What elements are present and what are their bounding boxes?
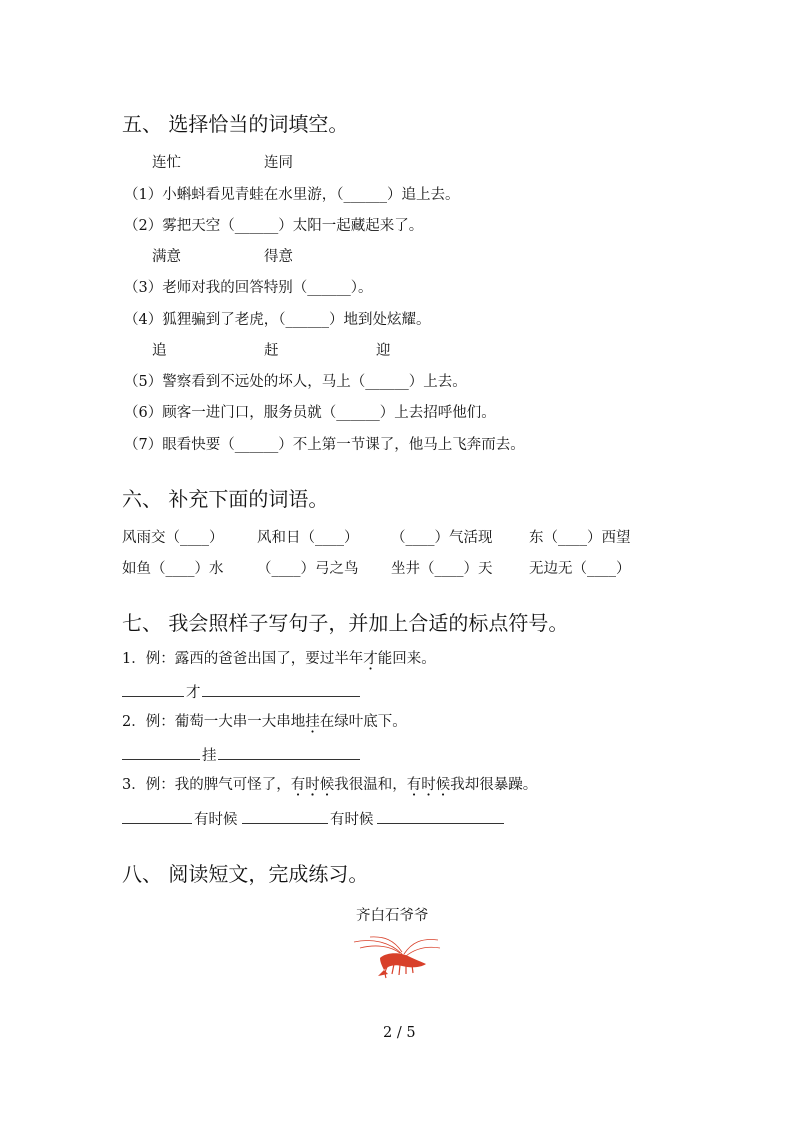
fill-keyword-3a: 有时候 xyxy=(194,812,238,828)
story-title: 齐白石爷爷 xyxy=(356,908,429,924)
idiom-6: （____）弓之鸟 xyxy=(257,561,359,577)
word-choice-7: 迎 xyxy=(376,343,391,359)
example-2-text-end: 在绿叶底下。 xyxy=(319,714,407,730)
section-7-title: 七、 我会照样子写句子，并加上合适的标点符号。 xyxy=(122,611,569,635)
word-choice-3: 满意 xyxy=(152,249,181,265)
answer-line[interactable] xyxy=(242,823,328,824)
question-2: （2）雾把天空（______）太阳一起藏起来了。 xyxy=(124,218,424,234)
idiom-2: 风和日（____） xyxy=(257,530,359,546)
word-choice-6: 赶 xyxy=(264,343,279,359)
idiom-4: 东（____）西望 xyxy=(529,530,631,546)
word-choice-5: 追 xyxy=(152,343,167,359)
question-3: （3）老师对我的回答特别（______）。 xyxy=(124,280,373,296)
section-5-title: 五、 选择恰当的词填空。 xyxy=(122,112,349,136)
example-1-keyword: 才 xyxy=(363,651,378,667)
example-2-keyword: 挂 xyxy=(305,714,320,730)
question-1: （1）小蝌蚪看见青蛙在水里游，（______）追上去。 xyxy=(124,187,460,203)
idiom-8: 无边无（____） xyxy=(529,561,631,577)
example-3-text-end: 我却很暴躁。 xyxy=(450,777,538,793)
question-4: （4）狐狸骗到了老虎，（______）地到处炫耀。 xyxy=(124,312,431,328)
shrimp-illustration xyxy=(350,934,442,980)
example-3-text: 3．例：我的脾气可怪了， xyxy=(122,777,291,793)
word-choice-2: 连同 xyxy=(264,155,293,171)
example-3-text-mid: 我很温和， xyxy=(334,777,407,793)
answer-line[interactable] xyxy=(377,823,504,824)
example-1 xyxy=(122,647,436,668)
idiom-5: 如鱼（____）水 xyxy=(122,561,224,577)
question-6: （6）顾客一进门口，服务员就（______）上去招呼他们。 xyxy=(124,405,496,421)
example-3-keyword-2: 有时候 xyxy=(406,777,451,793)
question-5: （5）警察看到不远处的坏人，马上（______）上去。 xyxy=(124,374,467,390)
answer-line[interactable] xyxy=(122,823,192,824)
word-choice-4: 得意 xyxy=(264,249,293,265)
example-2-text: 2．例：葡萄一大串一大串地 xyxy=(122,714,306,730)
example-2 xyxy=(122,710,407,731)
word-choice-1: 连忙 xyxy=(152,155,181,171)
example-3-keyword-1: 有时候 xyxy=(290,777,335,793)
section-8-title: 八、 阅读短文，完成练习。 xyxy=(122,862,369,886)
answer-line[interactable] xyxy=(122,696,184,697)
fill-keyword-2: 挂 xyxy=(202,748,217,764)
answer-line[interactable] xyxy=(202,696,360,697)
page-number: 2 / 5 xyxy=(383,1025,416,1041)
question-7: （7）眼看快要（______）不上第一节课了，他马上飞奔而去。 xyxy=(124,437,525,453)
answer-line[interactable] xyxy=(122,759,200,760)
answer-line[interactable] xyxy=(218,759,360,760)
fill-keyword-3b: 有时候 xyxy=(330,812,374,828)
example-1-text: 1．例：露西的爸爸出国了，要过半年 xyxy=(122,651,364,667)
example-1-text-end: 能回来。 xyxy=(377,651,436,667)
idiom-1: 风雨交（____） xyxy=(122,530,224,546)
idiom-3: （____）气活现 xyxy=(391,530,493,546)
section-6-title: 六、 补充下面的词语。 xyxy=(122,487,329,511)
idiom-7: 坐井（____）天 xyxy=(391,561,493,577)
fill-keyword-1: 才 xyxy=(186,685,201,701)
example-3 xyxy=(122,773,537,794)
